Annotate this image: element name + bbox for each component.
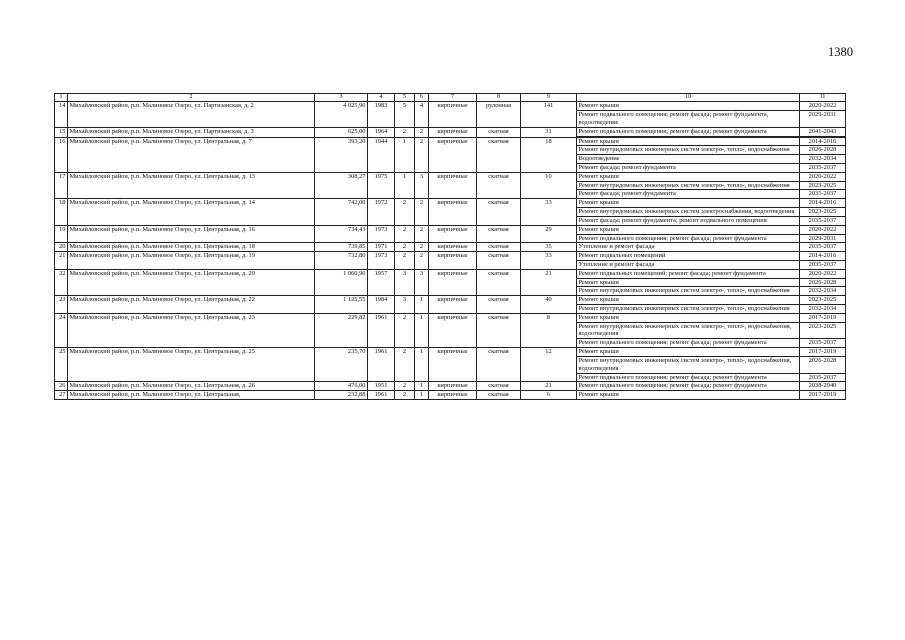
floors-cell: 2 [395, 391, 415, 400]
column-number: 8 [477, 94, 521, 102]
repair-period-cell: 2041-2043 [800, 127, 846, 136]
row-number: 16 [55, 137, 68, 172]
residents-count-cell: 33 [521, 199, 577, 225]
walls-material-cell: кирпичные [429, 127, 477, 137]
address-cell: Михайловский район, р.п. Малиновое Озеро, ул. Центральная, д. 20 [68, 269, 315, 295]
floors-cell: 3 [395, 269, 415, 295]
floors-cell: 2 [395, 313, 415, 347]
walls-material-cell: кирпичные [429, 225, 477, 243]
floors-cell: 2 [395, 243, 415, 252]
column-number: 5 [395, 94, 415, 102]
area-cell: 1 125,55 [315, 296, 368, 314]
column-number: 6 [415, 94, 429, 102]
roof-type-cell: скатная [477, 243, 521, 252]
table-row [55, 296, 846, 305]
repair-period-cell: 2020-2022 [800, 225, 846, 234]
repair-period-cell: 2023-2025 [800, 322, 846, 339]
floors-cell: 1 [395, 137, 415, 172]
area-cell: 4 025,90 [315, 102, 368, 127]
walls-material-cell: кирпичные [429, 391, 477, 400]
repair-period-cell: 2023-2025 [800, 208, 846, 217]
walls-material-cell: кирпичные [429, 252, 477, 270]
repair-work-cell: Ремонт подвального помещения; ремонт фасада; ремонт фундамента [577, 339, 800, 348]
page-number: 1380 [828, 45, 853, 59]
repair-period-cell: 2017-2019 [800, 348, 846, 357]
column-number: 11 [800, 94, 846, 102]
walls-material-cell: кирпичные [429, 269, 477, 295]
entrances-cell: 2 [415, 225, 429, 243]
repair-period-cell: 2035-2037 [800, 164, 846, 173]
repair-work-cell: Ремонт внутридомовых инженерных систем электро-, тепло-, водоснабжения [577, 181, 800, 190]
repair-work-cell: Ремонт внутридомовых инженерных систем электроснабжения, водоотведения [577, 208, 800, 217]
roof-type-cell: скатная [477, 296, 521, 314]
repair-period-cell: 2029-2031 [800, 111, 846, 128]
entrances-cell: 2 [415, 127, 429, 137]
row-number: 17 [55, 172, 68, 198]
roof-type-cell: скатная [477, 225, 521, 243]
roof-type-cell: скатная [477, 391, 521, 400]
roof-type-cell: скатная [477, 313, 521, 347]
roof-type-cell: скатная [477, 199, 521, 225]
table-row [55, 252, 846, 261]
table-row [55, 391, 846, 400]
table-row [55, 269, 846, 278]
row-number: 26 [55, 382, 68, 391]
walls-material-cell: кирпичные [429, 348, 477, 382]
roof-type-cell: скатная [477, 137, 521, 172]
roof-type-cell: скатная [477, 382, 521, 391]
roof-type-cell: скатная [477, 269, 521, 295]
year-cell: 1983 [368, 102, 395, 127]
repair-period-cell: 2029-2031 [800, 234, 846, 243]
row-number: 15 [55, 127, 68, 137]
residents-count-cell: 31 [521, 127, 577, 137]
repair-period-cell: 2020-2022 [800, 269, 846, 278]
repair-period-cell: 2032-2034 [800, 287, 846, 296]
area-cell: 742,00 [315, 199, 368, 225]
column-number: 1 [55, 94, 68, 102]
walls-material-cell: кирпичные [429, 382, 477, 391]
repair-period-cell: 2035-2037 [800, 243, 846, 252]
walls-material-cell: кирпичные [429, 296, 477, 314]
repair-work-cell: Ремонт подвального помещения; ремонт фасада; ремонт фундамента [577, 127, 800, 136]
address-cell: Михайловский район, р.п. Малиновое Озеро, ул. Центральная, д. 16 [68, 225, 315, 243]
housing-repair-table [54, 93, 846, 400]
residents-count-cell: 10 [521, 172, 577, 198]
repair-period-cell: 2014-2016 [800, 137, 846, 146]
repair-work-cell: Ремонт внутридомовых инженерных систем электро-, тепло-, водоснабжения, водоотведения [577, 356, 800, 373]
roof-type-cell: скатная [477, 252, 521, 270]
row-number: 25 [55, 348, 68, 382]
repair-period-cell: 2023-2025 [800, 181, 846, 190]
repair-work-cell: Ремонт крыши [577, 391, 800, 400]
address-cell: Михайловский район, р.п. Малиновое Озеро, ул. Центральная, д. 14 [68, 199, 315, 225]
residents-count-cell: 21 [521, 382, 577, 391]
repair-period-cell: 2023-2025 [800, 296, 846, 305]
area-cell: 732,80 [315, 252, 368, 270]
table-row [55, 137, 846, 146]
repair-work-cell: Ремонт крыши [577, 278, 800, 287]
area-cell: 229,82 [315, 313, 368, 347]
entrances-cell: 3 [415, 269, 429, 295]
residents-count-cell: 21 [521, 269, 577, 295]
repair-work-cell: Ремонт подвального помещения; ремонт фасада; ремонт фундамента [577, 373, 800, 382]
repair-work-cell: Утепление и ремонт фасада [577, 260, 800, 269]
year-cell: 1961 [368, 348, 395, 382]
year-cell: 1975 [368, 172, 395, 198]
repair-period-cell: 2026-2028 [800, 278, 846, 287]
area-cell: 1 060,90 [315, 269, 368, 295]
repair-work-cell: Ремонт подвального помещения; ремонт фасада; ремонт фундамента, водоотведение [577, 111, 800, 128]
walls-material-cell: кирпичные [429, 102, 477, 127]
area-cell: 739,85 [315, 243, 368, 252]
entrances-cell: 4 [415, 102, 429, 127]
repair-work-cell: Ремонт внутридомовых инженерных систем электро-, тепло-, водоснабжения [577, 146, 800, 155]
residents-count-cell: 18 [521, 137, 577, 172]
row-number: 21 [55, 252, 68, 270]
year-cell: 1957 [368, 269, 395, 295]
table-row [55, 313, 846, 322]
column-number-row [55, 94, 846, 102]
roof-type-cell: скатная [477, 127, 521, 137]
repair-work-cell: Ремонт крыши [577, 296, 800, 305]
repair-work-cell: Ремонт крыши [577, 137, 800, 146]
repair-work-cell: Ремонт крыши [577, 348, 800, 357]
address-cell: Михайловский район, р.п. Малиновое Озеро, ул. Партизанская, д. 3 [68, 127, 315, 137]
residents-count-cell: 141 [521, 102, 577, 127]
address-cell: Михайловский район, р.п. Малиновое Озеро, ул. Центральная, д. 25 [68, 348, 315, 382]
row-number: 23 [55, 296, 68, 314]
walls-material-cell: кирпичные [429, 172, 477, 198]
repair-work-cell: Ремонт подвальных помещений [577, 252, 800, 261]
repair-period-cell: 2038-2040 [800, 382, 846, 391]
row-number: 22 [55, 269, 68, 295]
address-cell: Михайловский район, р.п. Малиновое Озеро, ул. Центральная, д. 19 [68, 252, 315, 270]
residents-count-cell: 40 [521, 296, 577, 314]
floors-cell: 3 [395, 296, 415, 314]
year-cell: 1944 [368, 137, 395, 172]
entrances-cell: 1 [415, 382, 429, 391]
repair-work-cell: Ремонт подвальных помещений; ремонт фасада; ремонт фундамента [577, 269, 800, 278]
repair-work-cell: Ремонт крыши [577, 102, 800, 111]
residents-count-cell: 33 [521, 252, 577, 270]
repair-period-cell: 2014-2016 [800, 252, 846, 261]
repair-work-cell: Ремонт крыши [577, 313, 800, 322]
repair-period-cell: 2026-2028 [800, 146, 846, 155]
year-cell: 1984 [368, 296, 395, 314]
address-cell: Михайловский район, р.п. Малиновое Озеро, ул. Центральная, [68, 391, 315, 400]
repair-period-cell: 2035-2037 [800, 339, 846, 348]
walls-material-cell: кирпичные [429, 199, 477, 225]
table-row [55, 243, 846, 252]
roof-type-cell: скатная [477, 348, 521, 382]
walls-material-cell: кирпичные [429, 137, 477, 172]
floors-cell: 2 [395, 382, 415, 391]
repair-period-cell: 2035-2037 [800, 260, 846, 269]
floors-cell: 1 [395, 172, 415, 198]
repair-period-cell: 2035-2037 [800, 216, 846, 225]
repair-period-cell: 2035-2037 [800, 373, 846, 382]
floors-cell: 2 [395, 127, 415, 137]
walls-material-cell: кирпичные [429, 313, 477, 347]
table-row [55, 382, 846, 391]
floors-cell: 2 [395, 225, 415, 243]
address-cell: Михайловский район, р.п. Малиновое Озеро, ул. Центральная, д. 23 [68, 313, 315, 347]
row-number: 19 [55, 225, 68, 243]
year-cell: 1973 [368, 225, 395, 243]
column-number: 2 [68, 94, 315, 102]
repair-work-cell: Ремонт внутридомовых инженерных систем электро-, тепло-, водоснабжения [577, 305, 800, 314]
residents-count-cell: 35 [521, 243, 577, 252]
repair-period-cell: 2032-2034 [800, 305, 846, 314]
row-number: 14 [55, 102, 68, 127]
column-number: 7 [429, 94, 477, 102]
year-cell: 1971 [368, 243, 395, 252]
year-cell: 1961 [368, 313, 395, 347]
repair-work-cell: Ремонт крыши [577, 172, 800, 181]
address-cell: Михайловский район, р.п. Малиновое Озеро, ул. Центральная, д. 7 [68, 137, 315, 172]
residents-count-cell: 12 [521, 348, 577, 382]
repair-work-cell: Ремонт внутридомовых инженерных систем электро-, тепло-, водоснабжения [577, 287, 800, 296]
area-cell: 476,00 [315, 382, 368, 391]
address-cell: Михайловский район, р.п. Малиновое Озеро, ул. Партизанская, д. 2 [68, 102, 315, 127]
repair-period-cell: 2026-2028 [800, 356, 846, 373]
repair-work-cell: Утепление и ремонт фасада [577, 243, 800, 252]
row-number: 27 [55, 391, 68, 400]
column-number: 4 [368, 94, 395, 102]
repair-period-cell: 2032-2034 [800, 155, 846, 164]
table-row [55, 172, 846, 181]
roof-type-cell: скатная [477, 172, 521, 198]
entrances-cell: 2 [415, 137, 429, 172]
row-number: 24 [55, 313, 68, 347]
entrances-cell: 1 [415, 296, 429, 314]
column-number: 10 [577, 94, 800, 102]
repair-period-cell: 2017-2019 [800, 391, 846, 400]
address-cell: Михайловский район, р.п. Малиновое Озеро, ул. Центральная, д. 22 [68, 296, 315, 314]
repair-work-cell: Ремонт подвального помещения; ремонт фасада; ремонт фундамента [577, 234, 800, 243]
address-cell: Михайловский район, р.п. Малиновое Озеро, ул. Центральная, д. 26 [68, 382, 315, 391]
entrances-cell: 2 [415, 199, 429, 225]
entrances-cell: 2 [415, 243, 429, 252]
table-row [55, 225, 846, 234]
entrances-cell: 3 [415, 172, 429, 198]
floors-cell: 2 [395, 199, 415, 225]
residents-count-cell: 29 [521, 225, 577, 243]
walls-material-cell: кирпичные [429, 243, 477, 252]
table-body [55, 102, 846, 400]
repair-period-cell: 2035-2037 [800, 190, 846, 199]
repair-work-cell: Ремонт фасада; ремонт фундамента [577, 164, 800, 173]
year-cell: 1972 [368, 199, 395, 225]
repair-period-cell: 2020-2022 [800, 172, 846, 181]
row-number: 18 [55, 199, 68, 225]
roof-type-cell: рулонная [477, 102, 521, 127]
area-cell: 625,00 [315, 127, 368, 137]
residents-count-cell: 8 [521, 313, 577, 347]
address-cell: Михайловский район, р.п. Малиновое Озеро, ул. Центральная, д. 18 [68, 243, 315, 252]
entrances-cell: 2 [415, 252, 429, 270]
address-cell: Михайловский район, р.п. Малиновое Озеро, ул. Центральная, д. 13 [68, 172, 315, 198]
table-row [55, 199, 846, 208]
repair-work-cell: Водоотведение [577, 155, 800, 164]
area-cell: 308,27 [315, 172, 368, 198]
table-row [55, 127, 846, 136]
area-cell: 232,88 [315, 391, 368, 400]
floors-cell: 2 [395, 252, 415, 270]
entrances-cell: 1 [415, 391, 429, 400]
repair-work-cell: Ремонт фасада; ремонт фундамента; ремонт подвального помещения [577, 216, 800, 225]
repair-period-cell: 2017-2019 [800, 313, 846, 322]
year-cell: 1961 [368, 391, 395, 400]
repair-work-cell: Ремонт подвального помещения; ремонт фасада; ремонт фундамента [577, 382, 800, 391]
entrances-cell: 1 [415, 348, 429, 382]
repair-work-cell: Ремонт внутридомовых инженерных систем электро-, тепло-, водоснабжения, водоотведения [577, 322, 800, 339]
repair-work-cell: Ремонт фасада; ремонт фундамента [577, 190, 800, 199]
area-cell: 235,70 [315, 348, 368, 382]
year-cell: 1964 [368, 127, 395, 137]
column-number: 9 [521, 94, 577, 102]
column-number: 3 [315, 94, 368, 102]
year-cell: 1973 [368, 252, 395, 270]
entrances-cell: 1 [415, 313, 429, 347]
repair-period-cell: 2014-2016 [800, 199, 846, 208]
row-number: 20 [55, 243, 68, 252]
area-cell: 734,43 [315, 225, 368, 243]
floors-cell: 5 [395, 102, 415, 127]
residents-count-cell: 6 [521, 391, 577, 400]
table-row [55, 102, 846, 111]
repair-work-cell: Ремонт крыши [577, 199, 800, 208]
repair-work-cell: Ремонт крыши [577, 225, 800, 234]
floors-cell: 2 [395, 348, 415, 382]
table-row [55, 348, 846, 357]
area-cell: 393,20 [315, 137, 368, 172]
repair-period-cell: 2020-2022 [800, 102, 846, 111]
year-cell: 1951 [368, 382, 395, 391]
